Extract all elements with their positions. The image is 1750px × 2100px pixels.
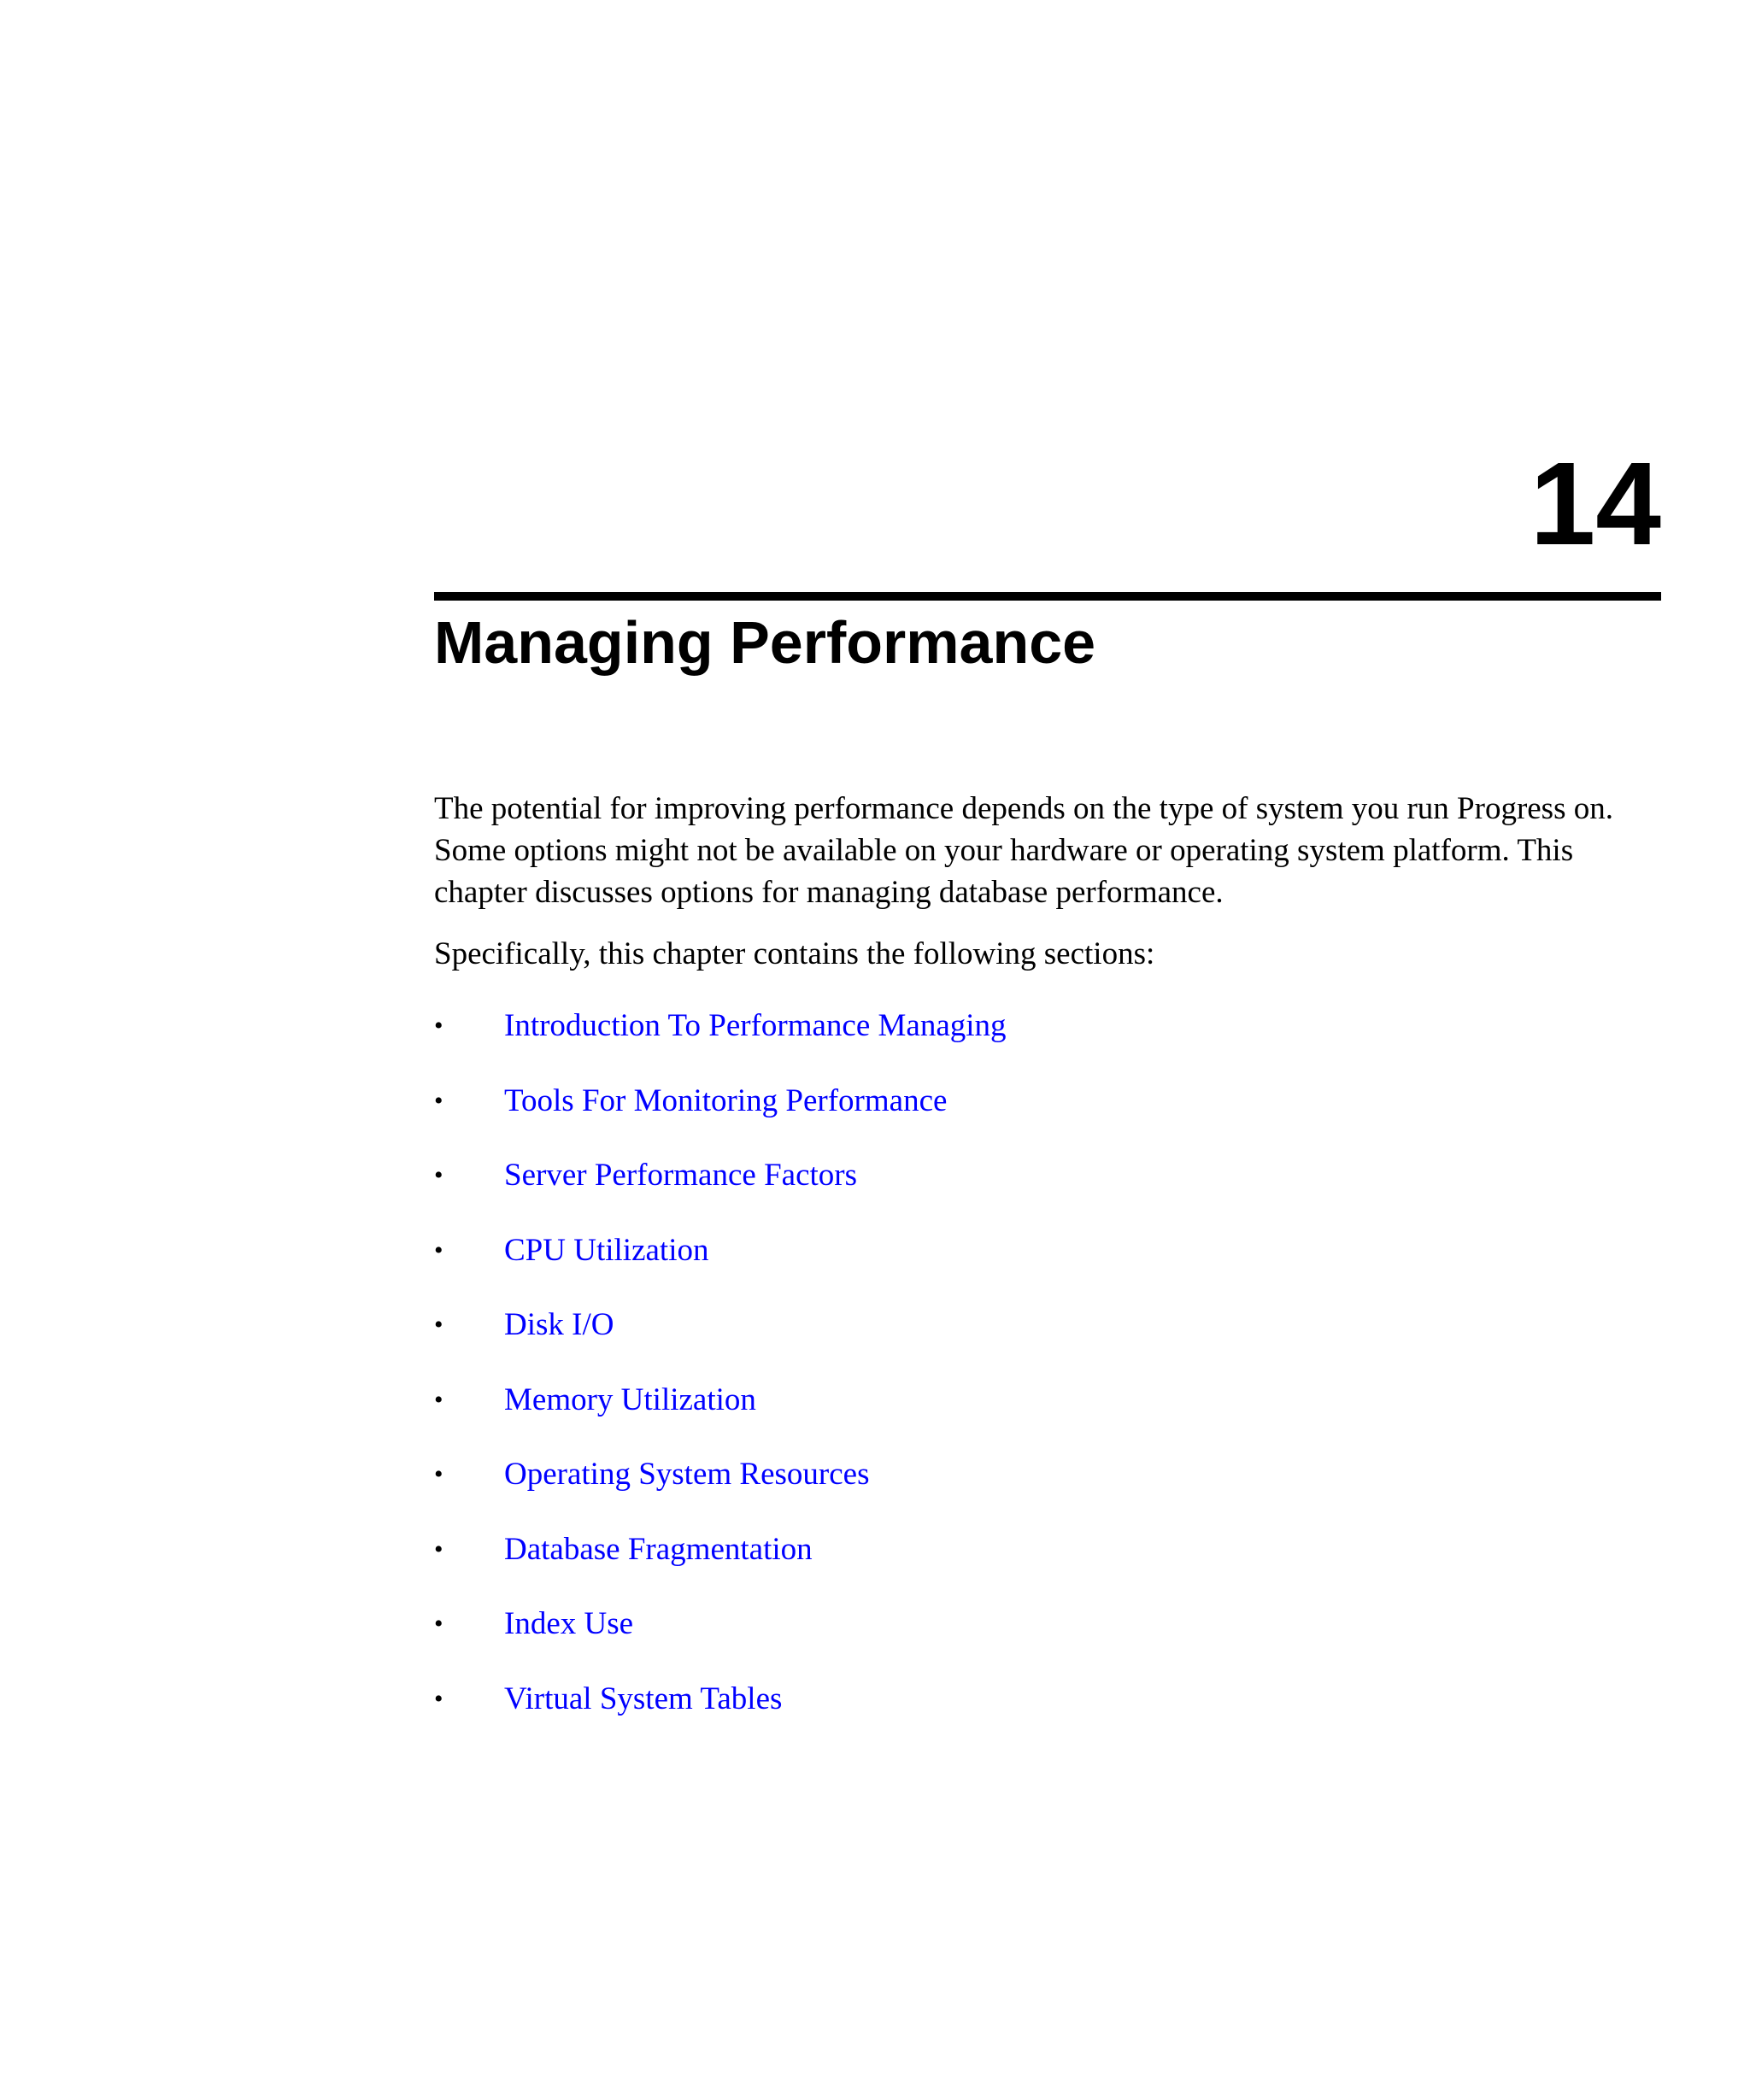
chapter-title: Managing Performance [434, 609, 1096, 676]
list-item [434, 1603, 1007, 1645]
list-item [434, 1379, 1007, 1421]
list-item [434, 1154, 1007, 1196]
section-link-monitoring-tools[interactable]: Tools For Monitoring Performance [504, 1082, 948, 1118]
bullet-icon: • [434, 1534, 443, 1563]
list-item [434, 1229, 1007, 1271]
section-link-index-use[interactable]: Index Use [504, 1606, 634, 1641]
section-link-database-fragmentation[interactable]: Database Fragmentation [504, 1531, 813, 1567]
section-link-introduction[interactable]: Introduction To Performance Managing [504, 1008, 1007, 1043]
bullet-icon: • [434, 1311, 443, 1339]
bullet-icon: • [434, 1086, 443, 1115]
section-link-disk-io[interactable]: Disk I/O [504, 1307, 614, 1342]
section-link-memory-utilization[interactable]: Memory Utilization [504, 1381, 756, 1417]
list-item [434, 1528, 1007, 1570]
bullet-icon: • [434, 1460, 443, 1488]
bullet-icon: • [434, 1012, 443, 1040]
list-item [434, 1453, 1007, 1495]
bullet-icon: • [434, 1385, 443, 1414]
list-item [434, 1005, 1007, 1047]
list-item [434, 1678, 1007, 1720]
bullet-icon: • [434, 1684, 443, 1713]
section-list [434, 1005, 1007, 1752]
section-link-virtual-system-tables[interactable]: Virtual System Tables [504, 1681, 783, 1716]
section-link-cpu-utilization[interactable]: CPU Utilization [504, 1232, 709, 1268]
chapter-divider [434, 592, 1661, 601]
section-link-server-factors[interactable]: Server Performance Factors [504, 1158, 857, 1193]
chapter-number: 14 [1530, 438, 1661, 570]
bullet-icon: • [434, 1235, 443, 1264]
section-link-os-resources[interactable]: Operating System Resources [504, 1457, 870, 1492]
bullet-icon: • [434, 1161, 443, 1189]
intro-paragraph: The potential for improving performance depends on the type of system you run Progress on. Some options might not be available on your hardware or operating system platform. This chapter discusses options for managing database performance. [434, 791, 1613, 910]
list-item [434, 1080, 1007, 1122]
bullet-icon: • [434, 1610, 443, 1638]
sections-lead-in: Specifically, this chapter contains the following sections: [434, 936, 1155, 971]
list-item [434, 1304, 1007, 1346]
